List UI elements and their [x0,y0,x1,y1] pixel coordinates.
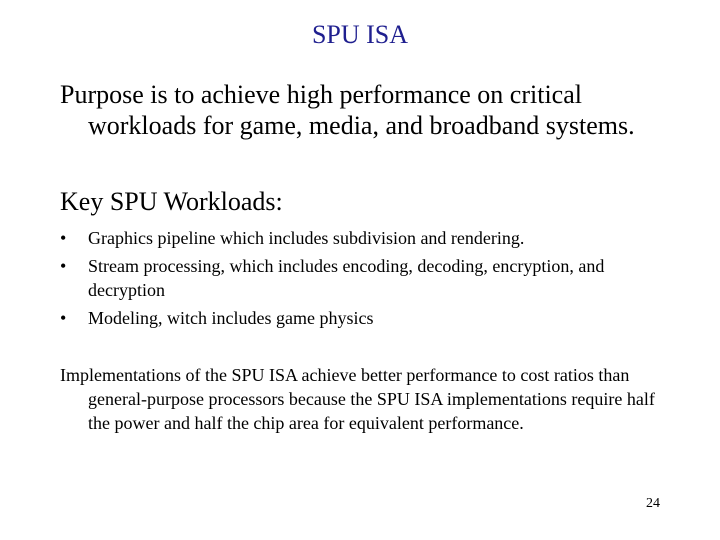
page-number: 24 [646,496,660,511]
implementation-paragraph: Implementations of the SPU ISA achieve better performance to cost ratios than general-purpose processors because the SPU ISA implementations require half the power and half the chip area for equivalent performance. [60,365,655,433]
list-item-text: Modeling, witch includes game physics [88,308,374,328]
list-item [60,254,680,302]
list-item-text: Stream processing, which includes encoding, decoding, encryption, and decryption [88,256,605,300]
list-item-text: Graphics pipeline which includes subdivision and rendering. [88,228,525,248]
bullet-icon: • [60,256,67,276]
purpose-paragraph: Purpose is to achieve high performance on critical workloads for game, media, and broadband systems. [60,80,635,140]
bullet-icon: • [60,308,67,328]
list-item [60,226,680,250]
list-item [60,306,680,330]
workloads-list [60,226,680,334]
workloads-heading: Key SPU Workloads: [60,187,283,216]
bullet-icon: • [60,228,67,248]
slide-title: SPU ISA [311,20,409,49]
